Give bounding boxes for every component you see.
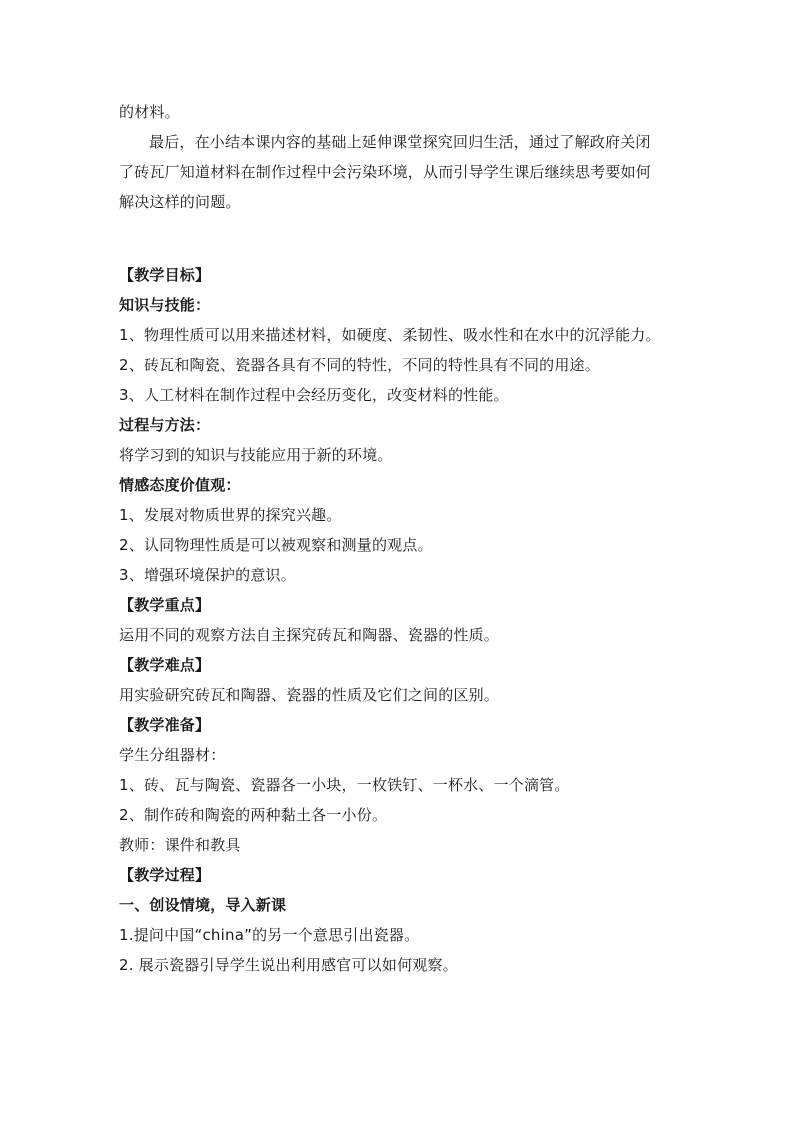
student-material-item-1: 1、砖、瓦与陶瓷、瓷器各一小块，一枚铁钉、一杯水、一个滴管。 [119,776,570,794]
intro-line-1: 的材料。 [119,103,180,121]
preparation-heading: 【教学准备】 [119,716,211,734]
section-1-heading: 一、创设情境，导入新课 [119,896,287,914]
student-materials-heading: 学生分组器材： [119,746,226,764]
difficulties-heading: 【教学难点】 [119,656,211,674]
document-body [119,97,689,980]
intro-line-4: 解决这样的问题。 [119,193,241,211]
process-method-heading: 过程与方法： [119,416,211,434]
intro-line-3: 了砖瓦厂知道材料在制作过程中会污染环境，从而引导学生课后继续思考要如何 [119,163,652,181]
attitude-heading: 情感态度价值观： [119,476,241,494]
key-points-text: 运用不同的观察方法自主探究砖瓦和陶器、瓷器的性质。 [119,626,500,644]
intro-line-2: 最后，在小结本课内容的基础上延伸课堂探究回归生活，通过了解政府关闭 [149,133,651,151]
teaching-process-heading: 【教学过程】 [119,866,211,884]
paragraph-gap [119,217,689,260]
attitude-item-3: 3、增强环境保护的意识。 [119,566,296,584]
knowledge-item-3: 3、人工材料在制作过程中会经历变化，改变材料的性能。 [119,386,509,404]
difficulties-text: 用实验研究砖瓦和陶器、瓷器的性质及它们之间的区别。 [119,686,500,704]
section-1-item-2: 2. 展示瓷器引导学生说出利用感官可以如何观察。 [119,956,458,974]
section-1-item-1: 1.提问中国“china”的另一个意思引出瓷器。 [119,926,420,944]
process-method-item-1: 将学习到的知识与技能应用于新的环境。 [119,446,393,464]
attitude-item-2: 2、认同物理性质是可以被观察和测量的观点。 [119,536,433,554]
key-points-heading: 【教学重点】 [119,596,211,614]
teacher-materials-line: 教师：课件和教具 [119,836,241,854]
knowledge-item-2: 2、砖瓦和陶瓷、瓷器各具有不同的特性，不同的特性具有不同的用途。 [119,356,600,374]
student-material-item-2: 2、制作砖和陶瓷的两种黏土各一小份。 [119,806,388,824]
attitude-item-1: 1、发展对物质世界的探究兴趣。 [119,506,342,524]
objectives-heading: 【教学目标】 [119,266,211,284]
knowledge-heading: 知识与技能： [119,296,211,314]
knowledge-item-1: 1、物理性质可以用来描述材料，如硬度、柔韧性、吸水性和在水中的沉浮能力。 [119,326,661,344]
